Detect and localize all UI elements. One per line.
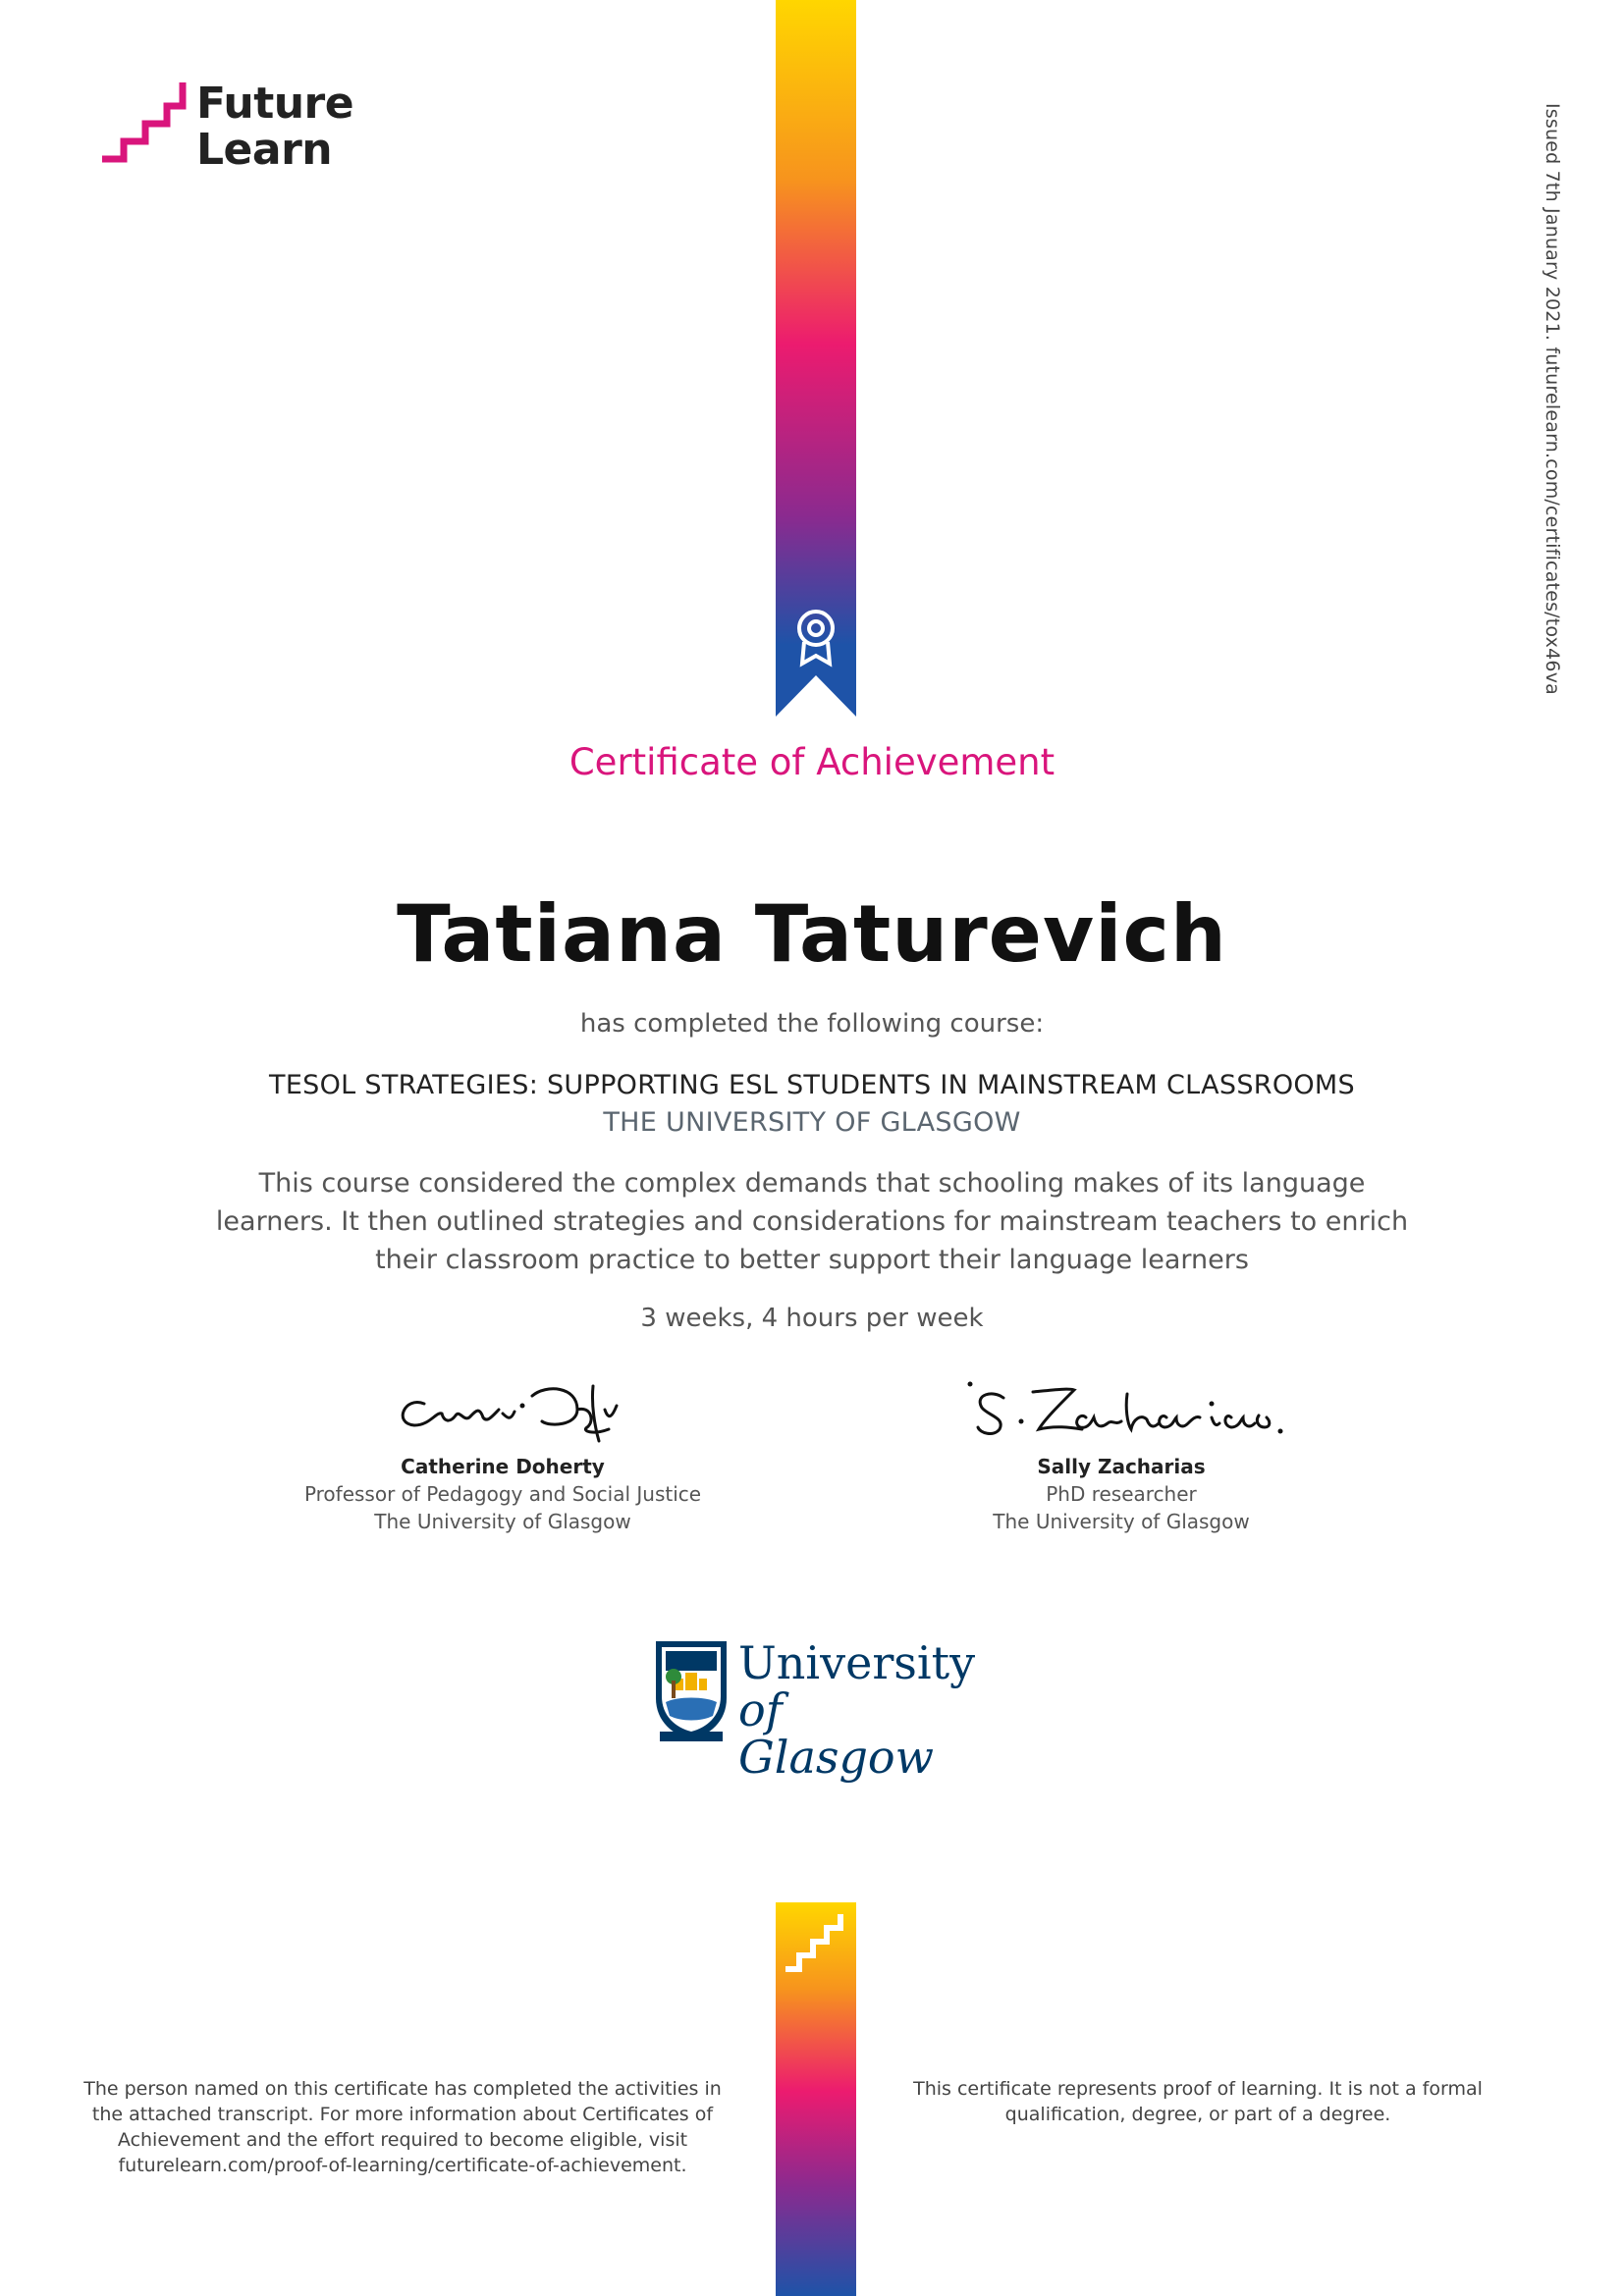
logo-wordmark <box>196 80 353 173</box>
signatory-org: The University of Glasgow <box>993 1510 1250 1533</box>
signatory-name: Sally Zacharias <box>1037 1455 1206 1478</box>
course-title: TESOL STRATEGIES: SUPPORTING ESL STUDENTS IN MAINSTREAM CLASSROOMS <box>269 1070 1355 1100</box>
university-logo-line-2: of Glasgow <box>738 1683 935 1784</box>
footer-right-note: This certificate represents proof of learning. It is not a formal qualification, degree, or part of a degree. <box>913 2078 1483 2125</box>
university-logo-line-1: University <box>738 1636 976 1689</box>
ribbon-top <box>776 0 856 717</box>
course-duration: 3 weeks, 4 hours per week <box>640 1304 984 1333</box>
signatory-2 <box>876 1453 1367 1535</box>
logo-line-2: Learn <box>196 125 333 175</box>
footer-left-note: The person named on this certificate has completed the activities in the attached transcript. For more information about Certificates of Achievement and the effort required to become eligible, visit futurelearn.com/proof-of-learning/certificate-of-achievement. <box>83 2078 722 2176</box>
certificate-title: Certificate of Achievement <box>568 741 1056 783</box>
signatory-1 <box>257 1453 748 1535</box>
completed-text: has completed the following course: <box>579 1009 1045 1039</box>
signatory-name: Catherine Doherty <box>401 1455 605 1478</box>
university-of-glasgow-logo <box>652 1636 976 1784</box>
stairs-icon <box>776 1902 856 1981</box>
signature-catherine-doherty <box>385 1366 630 1445</box>
stairs-icon <box>98 79 187 173</box>
signature-sally-zacharias <box>964 1372 1288 1443</box>
course-description: This course considered the complex demands that schooling makes of its language learners. It then outlined strategies and considerations for mainstream teachers to enrich their classroom practice to better support their language learners <box>215 1168 1409 1275</box>
institution-name: THE UNIVERSITY OF GLASGOW <box>603 1107 1021 1138</box>
signatory-role: PhD researcher <box>1046 1482 1197 1506</box>
issue-note: Issued 7th January 2021. futurelearn.com/certificates/tox46va <box>1542 103 1563 695</box>
signatory-role: Professor of Pedagogy and Social Justice <box>303 1482 702 1506</box>
ribbon-bottom <box>776 1902 856 2296</box>
futurelearn-logo <box>98 79 353 173</box>
learner-name: Tatiana Taturevich <box>397 888 1227 980</box>
crest-icon <box>652 1637 731 1745</box>
logo-line-1: Future <box>196 79 354 129</box>
signatory-org: The University of Glasgow <box>374 1510 631 1533</box>
